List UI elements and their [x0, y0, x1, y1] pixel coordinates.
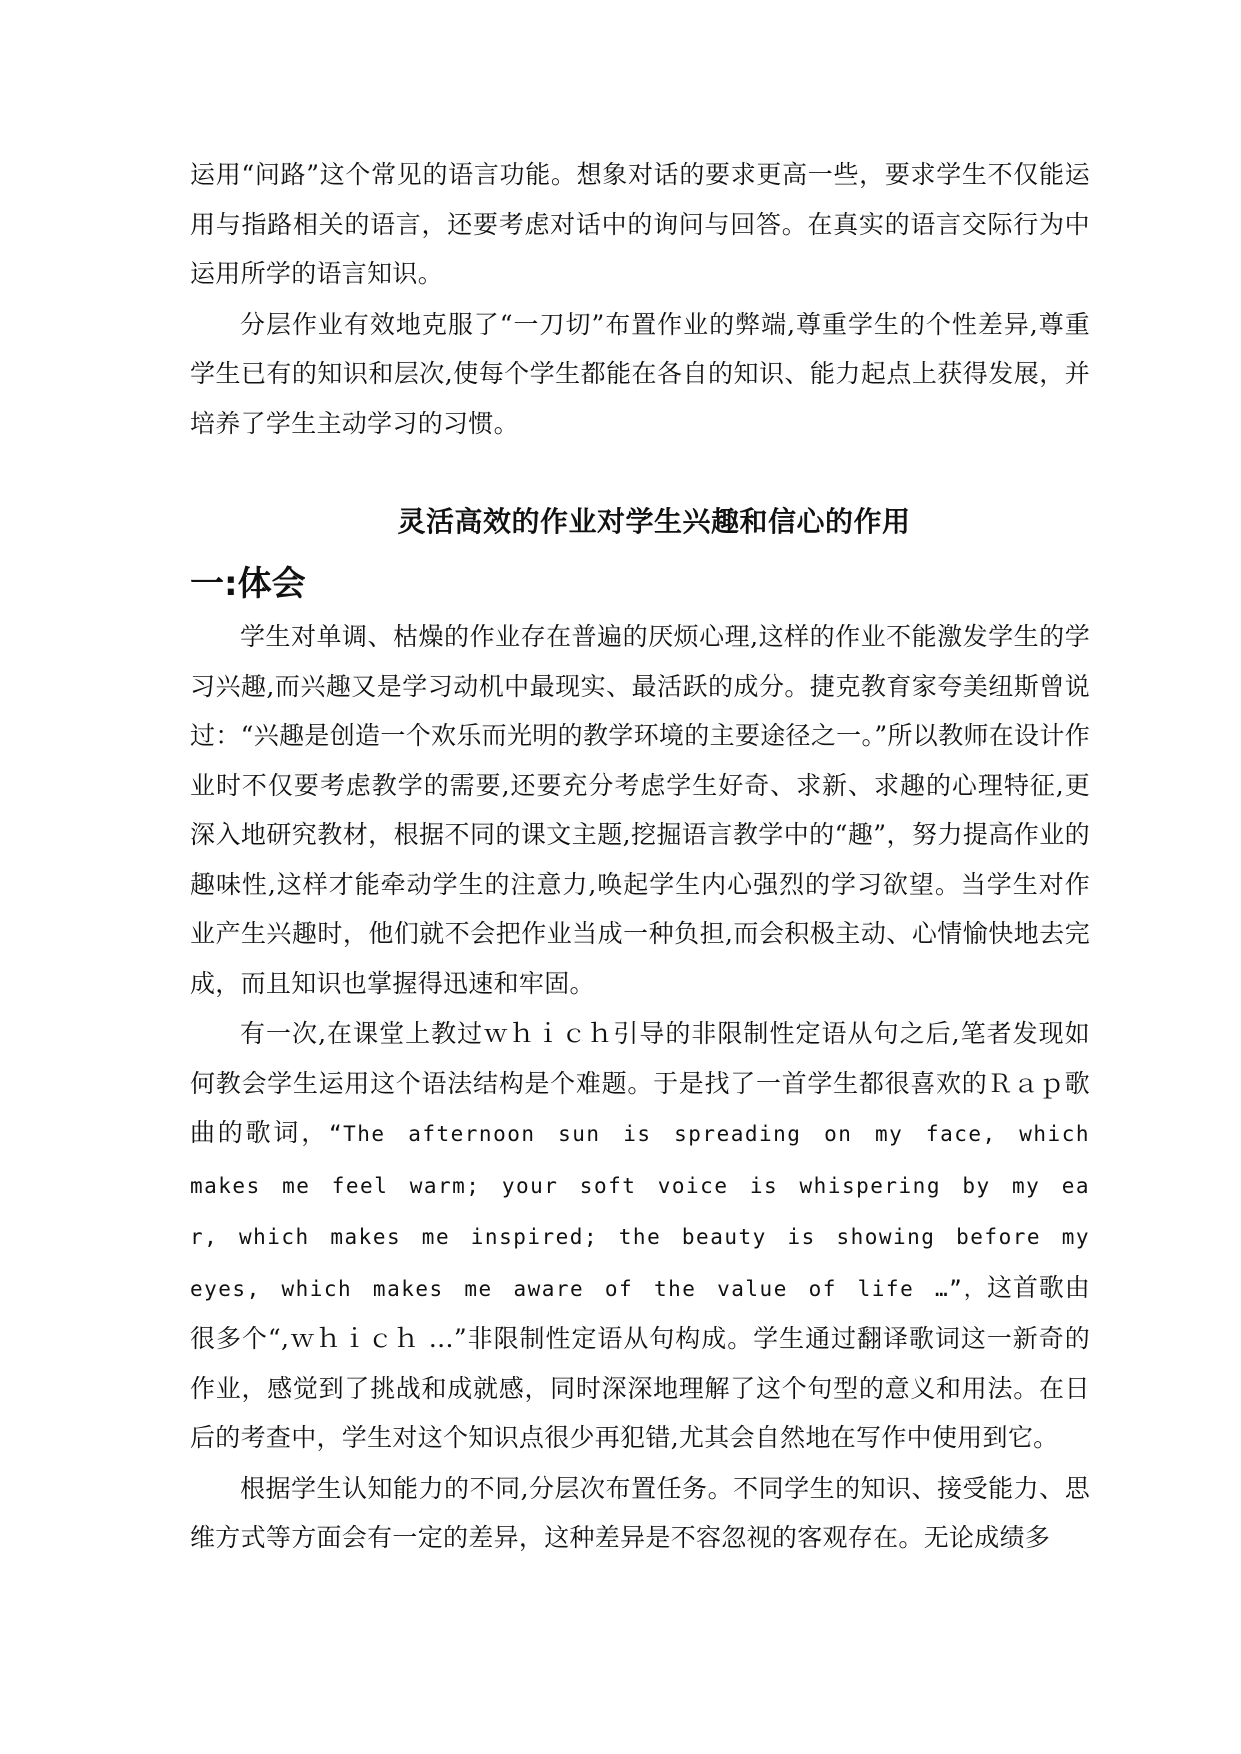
levels-paragraph: 根据学生认知能力的不同,分层次布置任务。不同学生的知识、接受能力、思维方式等方面会有一定的差异，这种差异是不容忽视的客观存在。无论成绩多	[190, 1473, 1090, 1552]
layered-homework-paragraph: 分层作业有效地克服了“一刀切”布置作业的弊端,尊重学生的个性差异,尊重学生已有的知识和层次,使每个学生都能在各自的知识、能力起点上获得发展，并培养了学生主动学习的习惯。	[190, 309, 1090, 438]
document-page	[190, 150, 1090, 1563]
rap-intro-text: 有一次,在课堂上教过ｗｈｉｃｈ引导的非限制性定语从句之后,笔者发现如何教会学生运用这个语法结构是个难题。于是找了一首学生都很喜欢的Ｒａｐ歌曲的歌词，	[190, 1019, 1090, 1147]
section-heading: 一:体会	[190, 564, 306, 604]
interest-paragraph: 学生对单调、枯燥的作业存在普遍的厌烦心理,这样的作业不能激发学生的学习兴趣,而兴趣又是学习动机中最现实、最活跃的成分。捷克教育家夸美纽斯曾说过：“兴趣是创造一个欢乐而光明的教学环境的主要途径之一。”所以教师在设计作业时不仅要考虑教学的需要,还要充分考虑学生好奇、求新、求趣的心理特征,更深入地研究教材，根据不同的课文主题,挖掘语言教学中的“趣”，努力提高作业的趣味性,这样才能牵动学生的注意力,唤起学生内心强烈的学习欲望。当学生对作业产生兴趣时，他们就不会把作业当成一种负担,而会积极主动、心情愉快地去完成，而且知识也掌握得迅速和牢固。	[190, 622, 1090, 998]
continuation-paragraph: 运用“问路”这个常见的语言功能。想象对话的要求更高一些，要求学生不仅能运用与指路相关的语言，还要考虑对话中的询问与回答。在真实的语言交际行为中运用所学的语言知识。	[190, 160, 1090, 288]
rap-example-paragraph	[190, 1009, 1090, 1463]
page-title: 灵活高效的作业对学生兴趣和信心的作用	[397, 505, 911, 538]
rap-lyrics-text: “The afternoon sun is spreading on my face, which makes me feel warm; your soft voice is whispering by my ear, which makes me inspired; the beauty is showing before my eyes, which makes me aware of the value of life …”，	[190, 1122, 1090, 1301]
rap-outro-text: 这首歌由很多个“,ｗｈｉｃｈ …”非限制性定语从句构成。学生通过翻译歌词这一新奇的作业，感觉到了挑战和成就感，同时深深地理解了这个句型的意义和用法。在日后的考查中，学生对这个知识点很少再犯错,尤其会自然地在写作中使用到它。	[190, 1272, 1090, 1452]
